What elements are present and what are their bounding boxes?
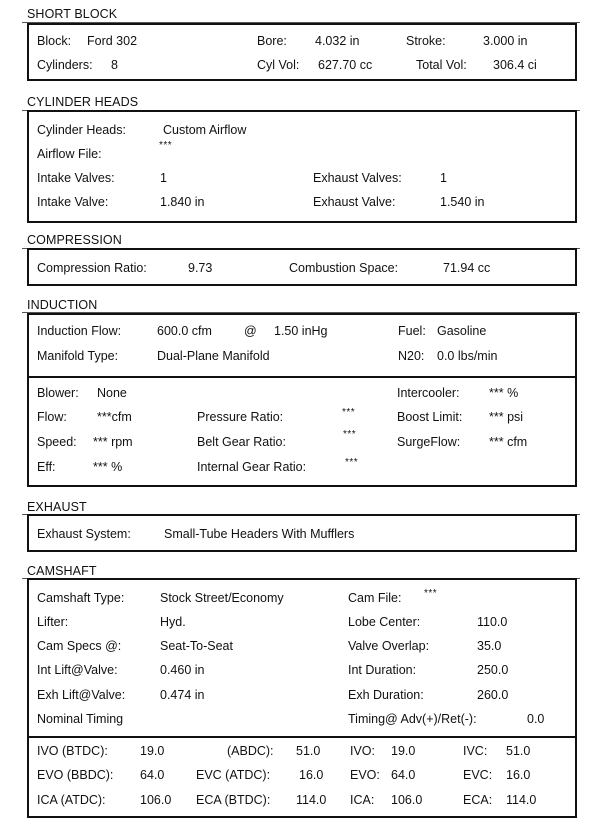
evo-bbdc-value: 64.0	[140, 768, 165, 782]
evo-value: 64.0	[391, 768, 416, 782]
combustion-space-value: 71.94 cc	[443, 261, 491, 275]
lifter-value: Hyd.	[160, 615, 186, 629]
cam-file-label: Cam File:	[348, 591, 402, 605]
compression-ratio-value: 9.73	[188, 261, 213, 275]
intercooler-label: Intercooler:	[397, 386, 460, 400]
induction-flow-label: Induction Flow:	[37, 324, 122, 338]
cylvol-value: 627.70 cc	[318, 58, 373, 72]
internal-gear-ratio-value: ***	[345, 457, 359, 468]
camshaft-type-value: Stock Street/Economy	[160, 591, 284, 605]
evo-bbdc-label: EVO (BBDC):	[37, 768, 114, 782]
surgeflow-label: SurgeFlow:	[397, 435, 461, 449]
surgeflow-value: *** cfm	[489, 435, 528, 449]
heads-value: Custom Airflow	[163, 123, 247, 137]
cam-specs-value: Seat-To-Seat	[160, 639, 233, 653]
exhaust-title: EXHAUST	[27, 500, 87, 514]
induction-flow-pressure: 1.50 inHg	[274, 324, 328, 338]
eff-label: Eff:	[37, 460, 56, 474]
bore-value: 4.032 in	[315, 34, 360, 48]
totalvol-value: 306.4 ci	[493, 58, 537, 72]
lobe-center-label: Lobe Center:	[348, 615, 421, 629]
blower-flow-value: ***cfm	[97, 410, 132, 424]
fuel-label: Fuel:	[398, 324, 426, 338]
camshaft-divider	[27, 736, 577, 738]
n20-label: N20:	[398, 349, 425, 363]
ica-atdc-value: 106.0	[140, 793, 172, 807]
lobe-center-value: 110.0	[477, 615, 508, 629]
induction-title: INDUCTION	[27, 298, 98, 312]
eca-label: ECA:	[463, 793, 493, 807]
ivc-label: IVC:	[463, 744, 488, 758]
ivc-value: 51.0	[506, 744, 531, 758]
camshaft-title: CAMSHAFT	[27, 564, 97, 578]
compression-ratio-label: Compression Ratio:	[37, 261, 147, 275]
intake-valves-value: 1	[160, 171, 167, 185]
nominal-timing-label: Nominal Timing	[37, 712, 124, 726]
manifold-value: Dual-Plane Manifold	[157, 349, 270, 363]
belt-gear-ratio-label: Belt Gear Ratio:	[197, 435, 286, 449]
at-symbol: @	[244, 324, 257, 338]
ica-label: ICA:	[350, 793, 375, 807]
stroke-value: 3.000 in	[483, 34, 528, 48]
boost-limit-value: *** psi	[489, 410, 524, 424]
cylinder-heads-title: CYLINDER HEADS	[27, 95, 139, 109]
heads-label: Cylinder Heads:	[37, 123, 126, 137]
ivo-value: 19.0	[391, 744, 416, 758]
exhaust-valves-value: 1	[440, 171, 447, 185]
camshaft-type-label: Camshaft Type:	[37, 591, 125, 605]
speed-label: Speed:	[37, 435, 77, 449]
ivo-label: IVO:	[350, 744, 376, 758]
airflow-label: Airflow File:	[37, 147, 102, 161]
stroke-label: Stroke:	[406, 34, 446, 48]
exh-lift-label: Exh Lift@Valve:	[37, 688, 126, 702]
ivo-btdc-label: IVO (BTDC):	[37, 744, 108, 758]
induction-divider	[27, 376, 577, 378]
timing-adv-ret-label: Timing@ Adv(+)/Ret(-):	[348, 712, 477, 726]
blower-label: Blower:	[37, 386, 79, 400]
cam-specs-label: Cam Specs @:	[37, 639, 122, 653]
short-block-title: SHORT BLOCK	[27, 7, 118, 21]
manifold-label: Manifold Type:	[37, 349, 119, 363]
valve-overlap-label: Valve Overlap:	[348, 639, 430, 653]
valve-overlap-value: 35.0	[477, 639, 502, 653]
evc-atdc-label: EVC (ATDC):	[196, 768, 271, 782]
cam-file-value: ***	[424, 588, 438, 599]
exhaust-system-value: Small-Tube Headers With Mufflers	[164, 527, 355, 541]
totalvol-label: Total Vol:	[416, 58, 467, 72]
belt-gear-ratio-value: ***	[343, 429, 357, 440]
ivo-btdc-value: 19.0	[140, 744, 165, 758]
exhaust-valve-label: Exhaust Valve:	[313, 195, 396, 209]
abdc-label: (ABDC):	[227, 744, 274, 758]
eff-value: *** %	[93, 460, 123, 474]
intercooler-value: *** %	[489, 386, 519, 400]
abdc-value: 51.0	[296, 744, 321, 758]
boost-limit-label: Boost Limit:	[397, 410, 463, 424]
timing-adv-ret-value: 0.0	[527, 712, 545, 726]
blower-value: None	[97, 386, 127, 400]
speed-value: *** rpm	[93, 435, 133, 449]
int-duration-value: 250.0	[477, 663, 509, 677]
short-block-box	[27, 23, 577, 81]
exhaust-valves-label: Exhaust Valves:	[313, 171, 402, 185]
int-lift-value: 0.460 in	[160, 663, 205, 677]
evo-label: EVO:	[350, 768, 380, 782]
evc-atdc-value: 16.0	[299, 768, 324, 782]
eca-value: 114.0	[506, 793, 537, 807]
eca-btdc-label: ECA (BTDC):	[196, 793, 271, 807]
airflow-value: ***	[159, 140, 173, 151]
int-duration-label: Int Duration:	[348, 663, 417, 677]
exhaust-valve-value: 1.540 in	[440, 195, 485, 209]
pressure-ratio-label: Pressure Ratio:	[197, 410, 284, 424]
intake-valve-value: 1.840 in	[160, 195, 205, 209]
combustion-space-label: Combustion Space:	[289, 261, 399, 275]
exhaust-system-label: Exhaust System:	[37, 527, 131, 541]
cylvol-label: Cyl Vol:	[257, 58, 300, 72]
exh-duration-value: 260.0	[477, 688, 509, 702]
internal-gear-ratio-label: Internal Gear Ratio:	[197, 460, 307, 474]
blower-flow-label: Flow:	[37, 410, 67, 424]
bore-label: Bore:	[257, 34, 287, 48]
lifter-label: Lifter:	[37, 615, 69, 629]
exh-lift-value: 0.474 in	[160, 688, 205, 702]
evc-label: EVC:	[463, 768, 493, 782]
intake-valves-label: Intake Valves:	[37, 171, 115, 185]
induction-flow-value: 600.0 cfm	[157, 324, 212, 338]
ica-value: 106.0	[391, 793, 423, 807]
block-value: Ford 302	[87, 34, 138, 48]
n20-value: 0.0 lbs/min	[437, 349, 498, 363]
int-lift-label: Int Lift@Valve:	[37, 663, 118, 677]
block-label: Block:	[37, 34, 72, 48]
compression-title: COMPRESSION	[27, 233, 122, 247]
evc-value: 16.0	[506, 768, 531, 782]
intake-valve-label: Intake Valve:	[37, 195, 109, 209]
ica-atdc-label: ICA (ATDC):	[37, 793, 106, 807]
cylinders-label: Cylinders:	[37, 58, 93, 72]
cylinders-value: 8	[111, 58, 118, 72]
exh-duration-label: Exh Duration:	[348, 688, 424, 702]
pressure-ratio-value: ***	[342, 407, 356, 418]
eca-btdc-value: 114.0	[296, 793, 327, 807]
fuel-value: Gasoline	[437, 324, 487, 338]
